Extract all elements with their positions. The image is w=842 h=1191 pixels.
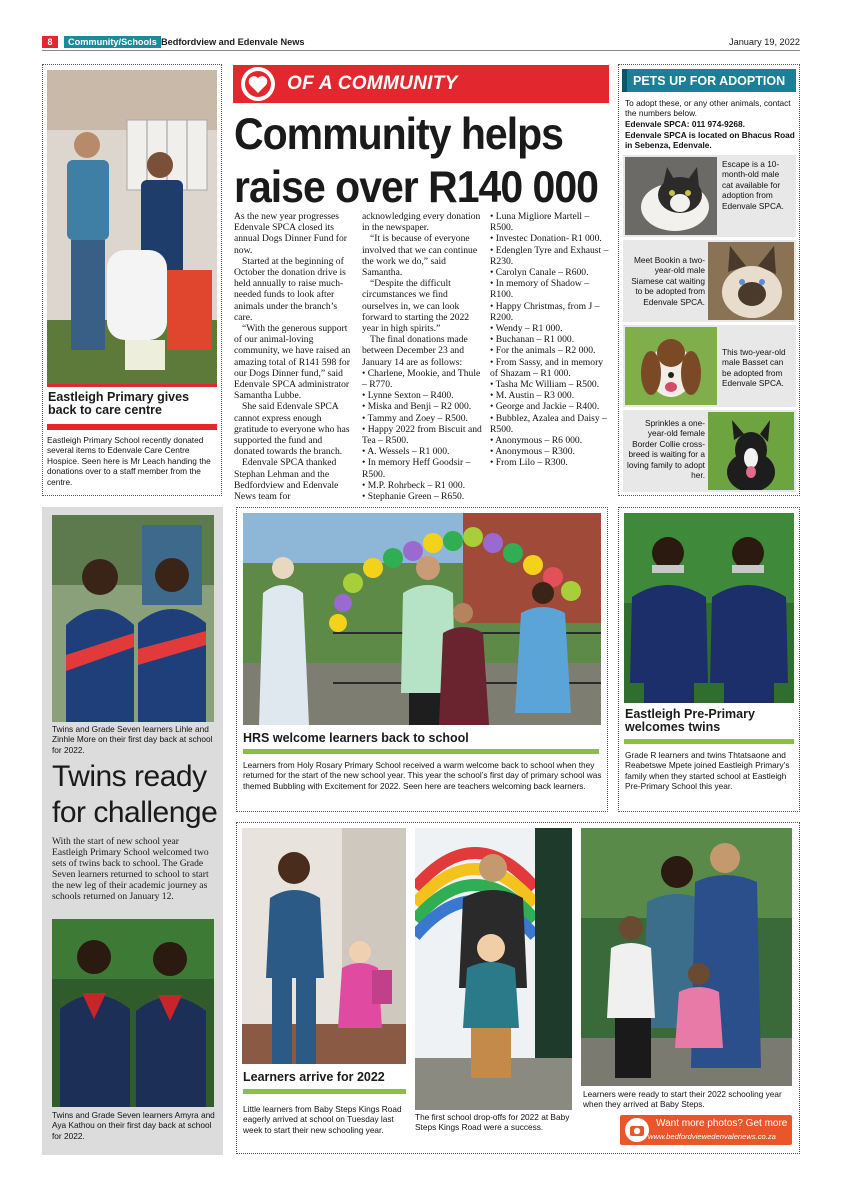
baby-steps-caption-3: Learners were ready to start their 2022 schooling year when they arrived at Baby Steps. bbox=[583, 1089, 782, 1110]
baby-steps-caption-1: Little learners from Baby Steps Kings Road eagerly arrived at school on Tuesday last week to start their new schooling year. bbox=[243, 1104, 402, 1135]
donation-item: • Happy 2022 from Biscuit and Tea – R500. bbox=[362, 423, 482, 447]
issue-date: January 19, 2022 bbox=[728, 37, 800, 47]
donation-item: • In memory Heff Goodsir – R500. bbox=[362, 457, 471, 480]
donation-item: • Luna Migliore Martell – R500. bbox=[490, 211, 590, 234]
donation-item: • Charlene, Mookie, and Thule – R770. bbox=[362, 367, 481, 391]
page-number: 8 bbox=[47, 37, 53, 47]
community-article-col2 bbox=[362, 211, 482, 502]
pets-intro: To adopt these, or any other animals, contact the numbers below. bbox=[625, 98, 791, 119]
eastleigh-primary-headline: Eastleigh Primary gives back to care centre bbox=[48, 390, 190, 417]
eastleigh-primary-caption: Eastleigh Primary School recently donated several items to Edenvale Care Centre Hospice. Seen here is Mr Leach handing the donations over to a staff member from the centre. bbox=[47, 435, 211, 487]
baby-steps-photo-2 bbox=[415, 828, 572, 1110]
hrs-photo bbox=[243, 513, 601, 725]
twins-headline-line2: for challenge bbox=[52, 796, 218, 829]
donation-item: • Buchanan – R1 000. bbox=[490, 334, 575, 346]
dog-photo-sprinkles bbox=[708, 412, 794, 490]
twins-headline-line1: Twins ready bbox=[52, 760, 207, 793]
twins-caption-bottom: Twins and Grade Seven learners Amyra and Aya Kathou on their first day back at school for 2022. bbox=[52, 1110, 215, 1141]
article-paragraph: The final donations made between December 23 and January 14 are as follows: bbox=[362, 334, 468, 368]
dog-photo-basset bbox=[625, 327, 717, 405]
header-rule bbox=[42, 50, 800, 51]
donation-item: • Tammy and Zoey – R500. bbox=[362, 412, 468, 424]
pet4-caption: Sprinkles a one-year-old female Border Collie cross-breed is waiting for a loving family to adopt her. bbox=[627, 418, 705, 481]
heart-icon bbox=[236, 65, 280, 103]
community-headline-line1: Community helps bbox=[234, 109, 563, 159]
donation-item: • Bubblez, Azalea and Daisy – R500. bbox=[490, 412, 607, 435]
donation-item: • Carolyn Canale – R600. bbox=[490, 267, 589, 279]
community-article-col3 bbox=[490, 211, 610, 469]
donation-item: • Edenglen Tyre and Exhaust – R230. bbox=[490, 244, 609, 267]
preprimary-headline: Eastleigh Pre-Primary welcomes twins bbox=[625, 707, 755, 734]
section-tag: Community/Schools bbox=[64, 36, 161, 48]
pet2-caption: Meet Bookin a two-year-old male Siamese cat waiting to be adopted from Edenvale SPCA. bbox=[631, 255, 705, 307]
community-banner-text: OF A COMMUNITY bbox=[287, 73, 458, 94]
article-paragraph: acknowledging every donation in the newspaper. bbox=[362, 211, 481, 234]
baby-steps-photo-1 bbox=[242, 828, 406, 1064]
donation-item: • M. Austin – R3 000. bbox=[490, 390, 575, 402]
eastleigh-caption-bar bbox=[47, 424, 217, 430]
article-paragraph: “With the generous support of our animal-loving community, we have raised an amazing total of R141 598 for our Dogs Dinner fund,” said Edenvale SPCA administrator Samantha Lubbe. bbox=[234, 323, 351, 402]
donation-item: • From Sassy, and in memory of Shazam – R1 000. bbox=[490, 356, 604, 379]
baby-steps-caption-2: The first school drop-offs for 2022 at Baby Steps Kings Road were a success. bbox=[415, 1112, 570, 1133]
donation-item: • George and Jackie – R400. bbox=[490, 401, 600, 413]
camera-icon bbox=[623, 1117, 651, 1143]
twins-body: With the start of new school year Eastleigh Primary School welcomed two sets of twins back to school. The Grade Seven learners returned to school to start the new leg of their academic journey as schools returned on January 12. bbox=[52, 836, 209, 903]
cat-photo-escape bbox=[625, 157, 717, 235]
donation-item: • For the animals – R2 000. bbox=[490, 345, 596, 357]
donation-item: • Lynne Sexton – R400. bbox=[362, 390, 454, 402]
donation-item: • Happy Christmas, from J – R200. bbox=[490, 300, 600, 323]
pets-location: Edenvale SPCA is located on Bhacus Road in Sebenza, Edenvale. bbox=[625, 130, 795, 151]
article-paragraph: “Despite the difficult circumstances we find ourselves in, we can look forward to starting the 2022 year in high spirits.” bbox=[362, 278, 470, 335]
twins-caption-top: Twins and Grade Seven learners Lihle and Zinhle More on their first day back at school for 2022. bbox=[52, 724, 213, 755]
pets-phone: Edenvale SPCA: 011 974-9268. bbox=[625, 119, 745, 129]
pets-header-accent bbox=[622, 69, 627, 92]
baby-steps-headline-bar bbox=[243, 1089, 406, 1094]
donation-item: • Stephanie Green – R650. bbox=[362, 491, 465, 503]
hrs-caption: Learners from Holy Rosary Primary School received a warm welcome back to school when they returned for the start of the new school year. This year the school’s first day of primary school was themed Bubbling with Excitement for 2022. Seen here are teachers welcoming back learners. bbox=[243, 760, 602, 791]
baby-steps-headline: Learners arrive for 2022 bbox=[243, 1070, 385, 1084]
donation-item: • Wendy – R1 000. bbox=[490, 323, 563, 335]
preprimary-headline-bar bbox=[624, 739, 794, 744]
hrs-headline: HRS welcome learners back to school bbox=[243, 731, 469, 745]
pet1-caption: Escape is a 10-month-old male cat available for adoption from Edenvale SPCA. bbox=[722, 159, 784, 211]
promo-title: Want more photos? Get more bbox=[656, 1118, 788, 1129]
twins-photo-more bbox=[52, 515, 214, 722]
donation-item: • In memory of Shadow – R100. bbox=[490, 278, 590, 301]
donation-item: • Miska and Benji – R2 000. bbox=[362, 401, 472, 413]
pet3-caption: This two-year-old male Basset can be adopted from Edenvale SPCA. bbox=[722, 347, 786, 389]
publication-name: Bedfordview and Edenvale News bbox=[161, 37, 305, 47]
community-headline-line2: raise over R140 000 bbox=[234, 162, 598, 212]
promo-url[interactable]: www.bedfordviewedenvalenews.co.za bbox=[648, 1132, 776, 1141]
twins-photo-kathou bbox=[52, 919, 214, 1107]
hrs-headline-bar bbox=[243, 749, 599, 754]
donation-item: • Anonymous – R300. bbox=[490, 446, 575, 458]
article-paragraph: Edenvale SPCA thanked Stephan Lehman and the Bedfordview and Edenvale News team for bbox=[234, 457, 339, 503]
donation-item: • Anonymous – R6 000. bbox=[490, 435, 583, 447]
cat-photo-bookin bbox=[708, 242, 794, 320]
baby-steps-photo-3 bbox=[581, 828, 792, 1086]
preprimary-caption: Grade R learners and twins Thtatsaone and Reabetswe Mpete joined Eastleigh Primary’s family when they started school at Eastleigh Pre-Primary School this year. bbox=[625, 750, 790, 792]
eastleigh-headline-bar bbox=[47, 384, 217, 387]
donation-photo bbox=[47, 70, 217, 384]
donation-item: • Investec Donation- R1 000. bbox=[490, 233, 602, 245]
article-paragraph: She said Edenvale SPCA cannot express enough gratitude to everyone who has supported the fund and donated towards the branch. bbox=[234, 401, 350, 458]
donation-item: • A. Wessels – R1 000. bbox=[362, 446, 450, 458]
article-paragraph: “It is because of everyone involved that we can continue the work we do,” said Samantha. bbox=[362, 233, 478, 279]
pets-title: PETS UP FOR ADOPTION bbox=[633, 74, 786, 88]
donation-item: • Tasha Mc William – R500. bbox=[490, 379, 600, 391]
preprimary-twins-photo bbox=[624, 513, 794, 703]
donation-item: • From Lilo – R300. bbox=[490, 457, 568, 469]
donation-item: • M.P. Rohrbeck – R1 000. bbox=[362, 479, 466, 491]
community-article-col1 bbox=[234, 211, 352, 502]
article-paragraph: As the new year progresses Edenvale SPCA closed its annual Dogs Dinner Fund for now. bbox=[234, 211, 347, 256]
article-paragraph: Started at the beginning of October the donation drive is held annually to raise much-needed funds to look after animals under the branch’s care. bbox=[234, 255, 346, 323]
